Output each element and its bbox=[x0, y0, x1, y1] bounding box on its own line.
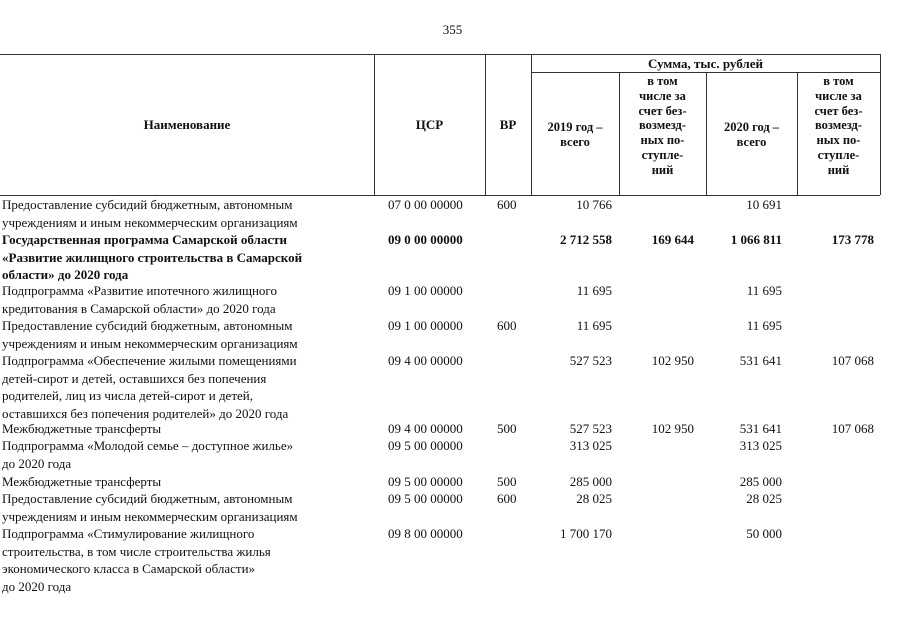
row-csr: 09 5 00 00000 bbox=[388, 474, 463, 489]
row-2019-total: 1 700 170 bbox=[560, 526, 612, 541]
row-2020-total: 313 025 bbox=[739, 438, 782, 453]
header-2020-incl bbox=[797, 74, 880, 178]
row-csr: 09 1 00 00000 bbox=[388, 283, 463, 298]
row-vr: 600 bbox=[497, 318, 517, 333]
row-name-line: учреждениям и иным некоммерческим организациям bbox=[2, 214, 298, 230]
row-vr: 500 bbox=[497, 474, 517, 489]
row-name-line: учреждениям и иным некоммерческим организациям bbox=[2, 335, 298, 351]
row-2020-total: 11 695 bbox=[746, 283, 782, 298]
row-2019-total: 527 523 bbox=[569, 353, 612, 368]
row-2020-incl: 107 068 bbox=[831, 353, 874, 368]
row-name-line: Межбюджетные трансферты bbox=[2, 474, 162, 489]
row-2020-total: 531 641 bbox=[739, 421, 782, 436]
row-name-line: Государственная программа Самарской области bbox=[2, 232, 287, 247]
row-name bbox=[2, 420, 362, 438]
row-csr: 09 1 00 00000 bbox=[388, 318, 463, 333]
row-name-line: «Развитие жилищного строительства в Самарской bbox=[2, 249, 303, 265]
row-name bbox=[2, 437, 362, 472]
row-name bbox=[2, 231, 362, 284]
row-name bbox=[2, 352, 362, 422]
row-name-line: Подпрограмма «Обеспечение жилыми помещениями bbox=[2, 353, 297, 368]
header-incl1-line-4: возмезд- bbox=[638, 118, 687, 133]
row-2020-incl: 173 778 bbox=[831, 232, 874, 247]
header-2020-line-2: всего bbox=[736, 134, 767, 149]
header-name: Наименование bbox=[143, 117, 231, 132]
row-name-line: Предоставление субсидий бюджетным, автономным bbox=[2, 491, 293, 506]
header-incl1-line-3: счет без- bbox=[638, 103, 687, 118]
header-incl2-line-2: числе за bbox=[815, 88, 862, 103]
row-vr: 600 bbox=[497, 491, 517, 506]
row-2019-incl: 102 950 bbox=[651, 353, 694, 368]
row-name bbox=[2, 317, 362, 352]
row-vr: 500 bbox=[497, 421, 517, 436]
row-name bbox=[2, 196, 362, 231]
header-incl2-line-3: счет без- bbox=[814, 103, 863, 118]
row-csr: 09 8 00 00000 bbox=[388, 526, 463, 541]
header-incl1-line-7: ний bbox=[651, 162, 674, 177]
header-2019-incl bbox=[619, 74, 706, 178]
header-sum-group: Сумма, тыс. рублей bbox=[648, 56, 763, 71]
header-csr: ЦСР bbox=[415, 117, 444, 132]
row-name-line: оставшихся без попечения родителей» до 2020 года bbox=[2, 405, 289, 421]
page-number: 355 bbox=[442, 22, 463, 37]
row-name-line: строительства, в том числе строительства жилья bbox=[2, 543, 271, 559]
row-2019-total: 313 025 bbox=[569, 438, 612, 453]
row-csr: 09 0 00 00000 bbox=[388, 232, 463, 247]
row-csr: 07 0 00 00000 bbox=[388, 197, 463, 212]
row-2020-total: 11 695 bbox=[746, 318, 782, 333]
row-vr: 600 bbox=[497, 197, 517, 212]
row-name-line: Подпрограмма «Молодой семье – доступное жилье» bbox=[2, 438, 294, 453]
header-2020-total bbox=[706, 120, 797, 150]
row-name-line: до 2020 года bbox=[2, 578, 72, 594]
header-incl1-line-2: числе за bbox=[639, 88, 686, 103]
row-2019-total: 11 695 bbox=[576, 283, 612, 298]
row-2020-total: 28 025 bbox=[746, 491, 782, 506]
row-2019-total: 10 766 bbox=[576, 197, 612, 212]
row-2020-total: 285 000 bbox=[739, 474, 782, 489]
header-incl1-line-6: ступле- bbox=[641, 147, 684, 162]
header-incl2-line-7: ний bbox=[827, 162, 850, 177]
row-2019-total: 2 712 558 bbox=[560, 232, 612, 247]
row-2020-total: 10 691 bbox=[746, 197, 782, 212]
header-incl1-line-1: в том bbox=[647, 74, 678, 88]
row-name-line: Межбюджетные трансферты bbox=[2, 421, 162, 436]
row-csr: 09 4 00 00000 bbox=[388, 421, 463, 436]
header-incl2-line-6: ступле- bbox=[817, 147, 860, 162]
row-name bbox=[2, 490, 362, 525]
row-2020-total: 1 066 811 bbox=[730, 232, 782, 247]
header-2019-line-1: 2019 год – bbox=[547, 120, 603, 134]
header-incl2-line-1: в том bbox=[823, 74, 854, 88]
row-2019-total: 527 523 bbox=[569, 421, 612, 436]
row-name-line: до 2020 года bbox=[2, 455, 72, 471]
row-name bbox=[2, 282, 362, 317]
header-2019-line-2: всего bbox=[560, 134, 590, 149]
row-name bbox=[2, 473, 362, 491]
row-2019-total: 28 025 bbox=[576, 491, 612, 506]
row-2020-incl: 107 068 bbox=[831, 421, 874, 436]
header-2019-total bbox=[531, 120, 619, 150]
row-name-line: Предоставление субсидий бюджетным, автономным bbox=[2, 318, 293, 333]
row-csr: 09 4 00 00000 bbox=[388, 353, 463, 368]
row-name-line: области» до 2020 года bbox=[2, 267, 129, 283]
row-name-line: Подпрограмма «Стимулирование жилищного bbox=[2, 526, 255, 541]
header-incl1-line-5: ных по- bbox=[640, 133, 685, 148]
header-incl2-line-5: ных по- bbox=[816, 133, 861, 148]
row-name-line: Предоставление субсидий бюджетным, автономным bbox=[2, 197, 293, 212]
row-2020-total: 531 641 bbox=[739, 353, 782, 368]
row-name bbox=[2, 525, 362, 595]
row-2019-total: 11 695 bbox=[576, 318, 612, 333]
row-2019-incl: 169 644 bbox=[651, 232, 694, 247]
col-divider-7 bbox=[880, 54, 881, 195]
row-name-line: кредитования в Самарской области» до 2020 года bbox=[2, 300, 276, 316]
row-csr: 09 5 00 00000 bbox=[388, 491, 463, 506]
row-name-line: учреждениям и иным некоммерческим организациям bbox=[2, 508, 298, 524]
row-name-line: Подпрограмма «Развитие ипотечного жилищного bbox=[2, 283, 277, 298]
row-2020-total: 50 000 bbox=[746, 526, 782, 541]
row-name-line: родителей, лиц из числа детей-сирот и детей, bbox=[2, 388, 253, 404]
row-2019-total: 285 000 bbox=[569, 474, 612, 489]
row-name-line: детей-сирот и детей, оставшихся без попечения bbox=[2, 370, 267, 386]
header-top-border bbox=[0, 54, 880, 55]
header-2020-line-1: 2020 год – bbox=[723, 120, 780, 134]
row-name-line: экономического класса в Самарской области» bbox=[2, 561, 256, 577]
row-csr: 09 5 00 00000 bbox=[388, 438, 463, 453]
header-incl2-line-4: возмезд- bbox=[814, 118, 863, 133]
row-2019-incl: 102 950 bbox=[651, 421, 694, 436]
header-vr: ВР bbox=[499, 117, 517, 132]
